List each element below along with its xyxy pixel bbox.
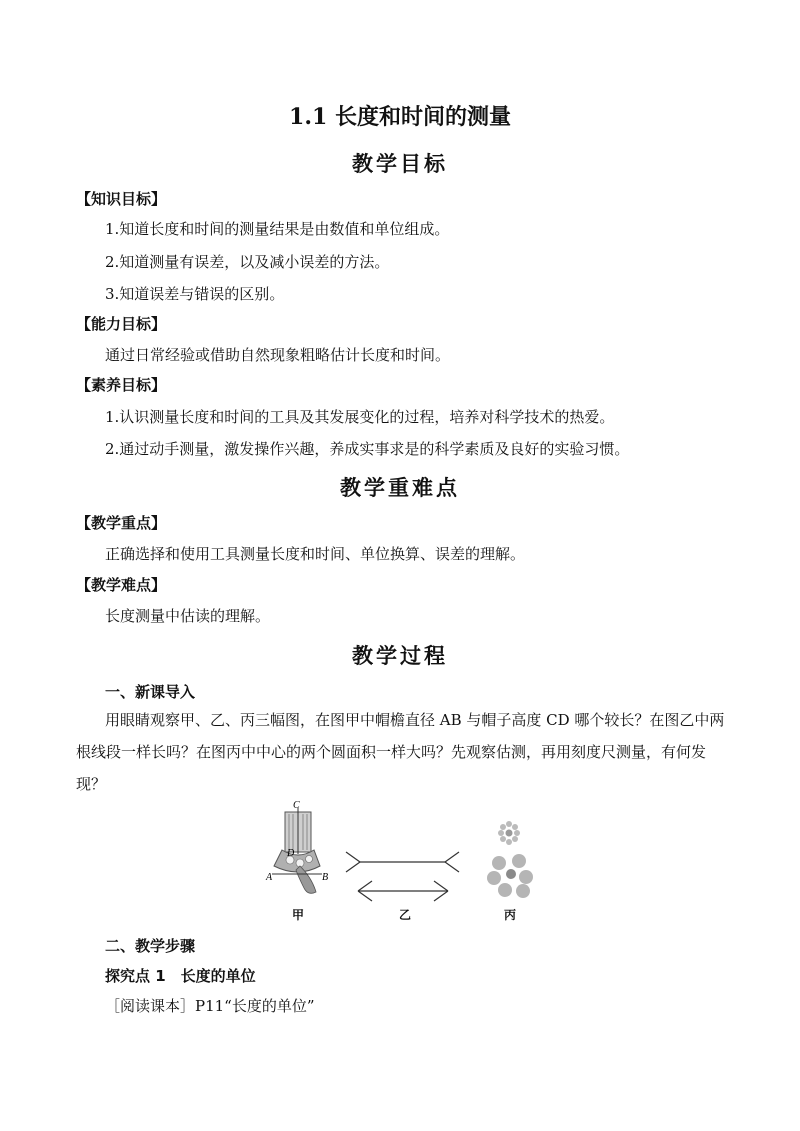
ability-goals-label: 【能力目标】 — [76, 315, 167, 333]
reading-instruction: ［阅读课本］P11“长度的单位” — [105, 997, 315, 1015]
document-title: 1.1 长度和时间的测量 — [289, 104, 511, 130]
teaching-focus-label: 【教学重点】 — [76, 514, 167, 532]
ability-text: 通过日常经验或借助自然现象粗略估计长度和时间。 — [105, 346, 451, 364]
teaching-goals-heading: 教学目标 — [352, 152, 448, 176]
knowledge-item-1: 1.知道长度和时间的测量结果是由数值和单位组成。 — [105, 220, 450, 238]
section-steps-heading: 二、教学步骤 — [105, 937, 196, 955]
intro-paragraph: 用眼睛观察甲、乙、丙三幅图，在图甲中帽檐直径 AB 与帽子高度 CD 哪个较长？在图乙中两根线段一样长吗？在图丙中中心的两个圆面积一样大吗？先观察估测，再用刻度尺测量，有何发现？ — [76, 711, 725, 793]
explore-point-1: 探究点 1 长度的单位 — [105, 967, 256, 985]
knowledge-item-2: 2.知道测量有误差，以及减小误差的方法。 — [105, 253, 390, 271]
literacy-item-1: 1.认识测量长度和时间的工具及其发展变化的过程，培养对科学技术的热爱。 — [105, 408, 615, 426]
section-intro-heading: 一、新课导入 — [105, 683, 196, 701]
point-a-label: A — [266, 872, 273, 883]
knowledge-goals-label: 【知识目标】 — [76, 190, 167, 208]
literacy-goals-label: 【素养目标】 — [76, 376, 167, 394]
ebbinghaus-illustration — [487, 821, 533, 898]
hat-illustration — [265, 800, 328, 893]
teaching-focus-text: 正确选择和使用工具测量长度和时间、单位换算、误差的理解。 — [105, 545, 526, 563]
figure-label-jia: 甲 — [292, 908, 305, 922]
muller-lyer-illustration — [346, 852, 459, 901]
point-b-label: B — [322, 872, 329, 883]
key-difficult-points-heading: 教学重难点 — [340, 476, 460, 500]
point-d-label: D — [287, 848, 295, 859]
knowledge-item-3: 3.知道误差与错误的区别。 — [105, 285, 285, 303]
teaching-process-heading: 教学过程 — [352, 644, 448, 668]
point-c-label: C — [293, 800, 300, 811]
literacy-item-2: 2.通过动手测量，激发操作兴趣，养成实事求是的科学素质及良好的实验习惯。 — [105, 440, 630, 458]
figure-label-yi: 乙 — [399, 908, 412, 922]
teaching-difficulty-text: 长度测量中估读的理解。 — [105, 607, 271, 625]
teaching-difficulty-label: 【教学难点】 — [76, 576, 167, 594]
figure-label-bing: 丙 — [504, 908, 517, 922]
